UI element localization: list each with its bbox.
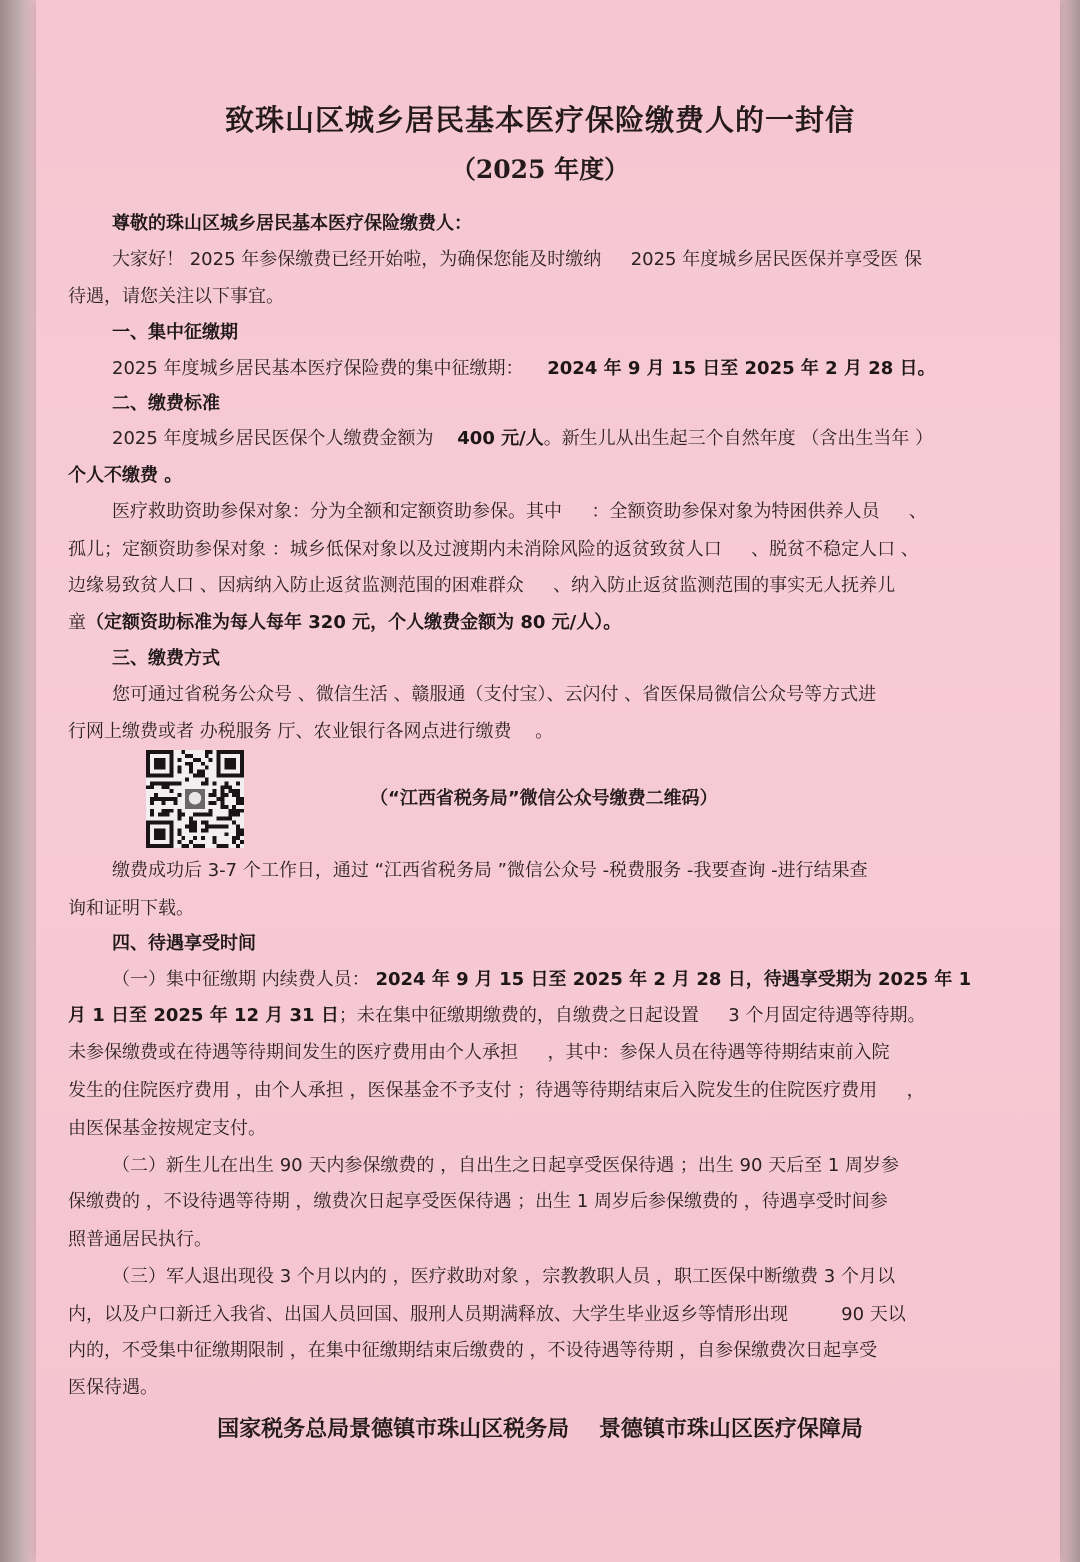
intro-line-2: 待遇，请您关注以下事宜。 — [68, 286, 284, 307]
qr-caption: （“江西省税务局”微信公众号缴费二维码） — [370, 788, 718, 809]
section-2-para-2-line-2: 孤儿；定额资助参保对象 ：城乡低保对象以及过渡期内未消除风险的返贫致贫人口 、脱贫不稳定人口 、 — [68, 539, 919, 560]
section-4-para-1-line-1: （一）集中征缴期 内续费人员： 2024 年 9 月 15 日至 2025 年 2 月 28 日，待遇享受期为 2025 年 1 — [112, 969, 972, 990]
section-4-para-1-line-2: 月 1 日至 2025 年 12 月 31 日；未在集中征缴期缴费的，自缴费之日起设置 3 个月固定待遇等待期。 — [68, 1005, 926, 1026]
section-4-para-2-line-2: 保缴费的 ，不设待遇等待期 ，缴费次日起享受医保待遇 ；出生 1 周岁后参保缴费的 ，待遇享受时间参 — [68, 1191, 888, 1212]
section-4-para-3-line-4: 医保待遇。 — [68, 1377, 158, 1398]
section-2-para-2-line-1: 医疗救助资助参保对象：分为全额和定额资助参保。其中 ：全额资助参保对象为特困供养人员 、 — [112, 501, 927, 522]
section-4-para-1-line-3: 未参保缴费或在待遇等待期间发生的医疗费用由个人承担 ，其中：参保人员在待遇等待期结束前入院 — [68, 1042, 890, 1063]
qr-code — [146, 750, 244, 848]
intro-line-1: 大家好！ 2025 年参保缴费已经开始啦，为确保您能及时缴纳 2025 年度城乡居民医保并享受医 保 — [112, 249, 922, 270]
section-4-para-3-line-2: 内，以及户口新迁入我省、出国人员回国、服刑人员期满释放、大学生毕业返乡等情形出现 90 天以 — [68, 1304, 906, 1325]
section-3-para-2-line-2: 询和证明下载。 — [68, 898, 194, 919]
section-3-line-1: 您可通过省税务公众号 、微信生活 、赣服通（支付宝）、云闪付 、省医保局微信公众号等方式进 — [112, 684, 877, 705]
section-1-line-1: 2025 年度城乡居民基本医疗保险费的集中征缴期： 2024 年 9 月 15 日至 2025 年 2 月 28 日。 — [112, 358, 936, 379]
section-4-para-1-line-5: 由医保基金按规定支付。 — [68, 1118, 266, 1139]
section-2-line-2: 个人不缴费 。 — [68, 465, 183, 486]
section-4-para-3-line-1: （三）军人退出现役 3 个月以内的 ，医疗救助对象 ，宗教教职人员 ，职工医保中断缴费 3 个月以 — [112, 1266, 895, 1287]
section-4-heading: 四、待遇享受时间 — [112, 933, 256, 954]
letter-title: 致珠山区城乡居民基本医疗保险缴费人的一封信 — [224, 103, 855, 137]
section-4-para-1-line-4: 发生的住院医疗费用 ，由个人承担 ，医保基金不予支付 ；待遇等待期结束后入院发生的住院医疗费用 ， — [68, 1080, 925, 1101]
section-2-para-2-line-3: 边缘易致贫人口 、因病纳入防止返贫监测范围的困难群众 、纳入防止返贫监测范围的事实无人抚养儿 — [68, 575, 896, 596]
section-1-heading: 一、集中征缴期 — [112, 322, 238, 343]
section-4-para-3-line-3: 内的，不受集中征缴期限制 ，在集中征缴期结束后缴费的 ，不设待遇等待期 ，自参保缴费次日起享受 — [68, 1340, 878, 1361]
section-4-para-2-line-1: （二）新生儿在出生 90 天内参保缴费的 ，自出生之日起享受医保待遇 ；出生 90 天后至 1 周岁参 — [112, 1155, 900, 1176]
section-2-para-2-line-4: 童（定额资助标准为每人每年 320 元，个人缴费金额为 80 元/人）。 — [68, 612, 622, 633]
section-2-heading: 二、缴费标准 — [112, 393, 220, 414]
section-4-para-2-line-3: 照普通居民执行。 — [68, 1229, 212, 1250]
section-3-heading: 三、缴费方式 — [112, 648, 220, 669]
section-3-line-2: 行网上缴费或者 办税服务 厅、农业银行各网点进行缴费 。 — [68, 721, 554, 742]
section-2-line-1: 2025 年度城乡居民医保个人缴费金额为 400 元/人。新生儿从出生起三个自然年度 （含出生当年 ） — [112, 428, 934, 449]
salutation: 尊敬的珠山区城乡居民基本医疗保险缴费人： — [112, 213, 472, 234]
letter-subtitle: （2025 年度） — [450, 155, 630, 184]
issuer-signature: 国家税务总局景德镇市珠山区税务局 景德镇市珠山区医疗保障局 — [217, 1416, 863, 1442]
section-3-para-2-line-1: 缴费成功后 3-7 个工作日，通过 “江西省税务局 ”微信公众号 -税费服务 -我要查询 -进行结果查 — [112, 860, 868, 881]
